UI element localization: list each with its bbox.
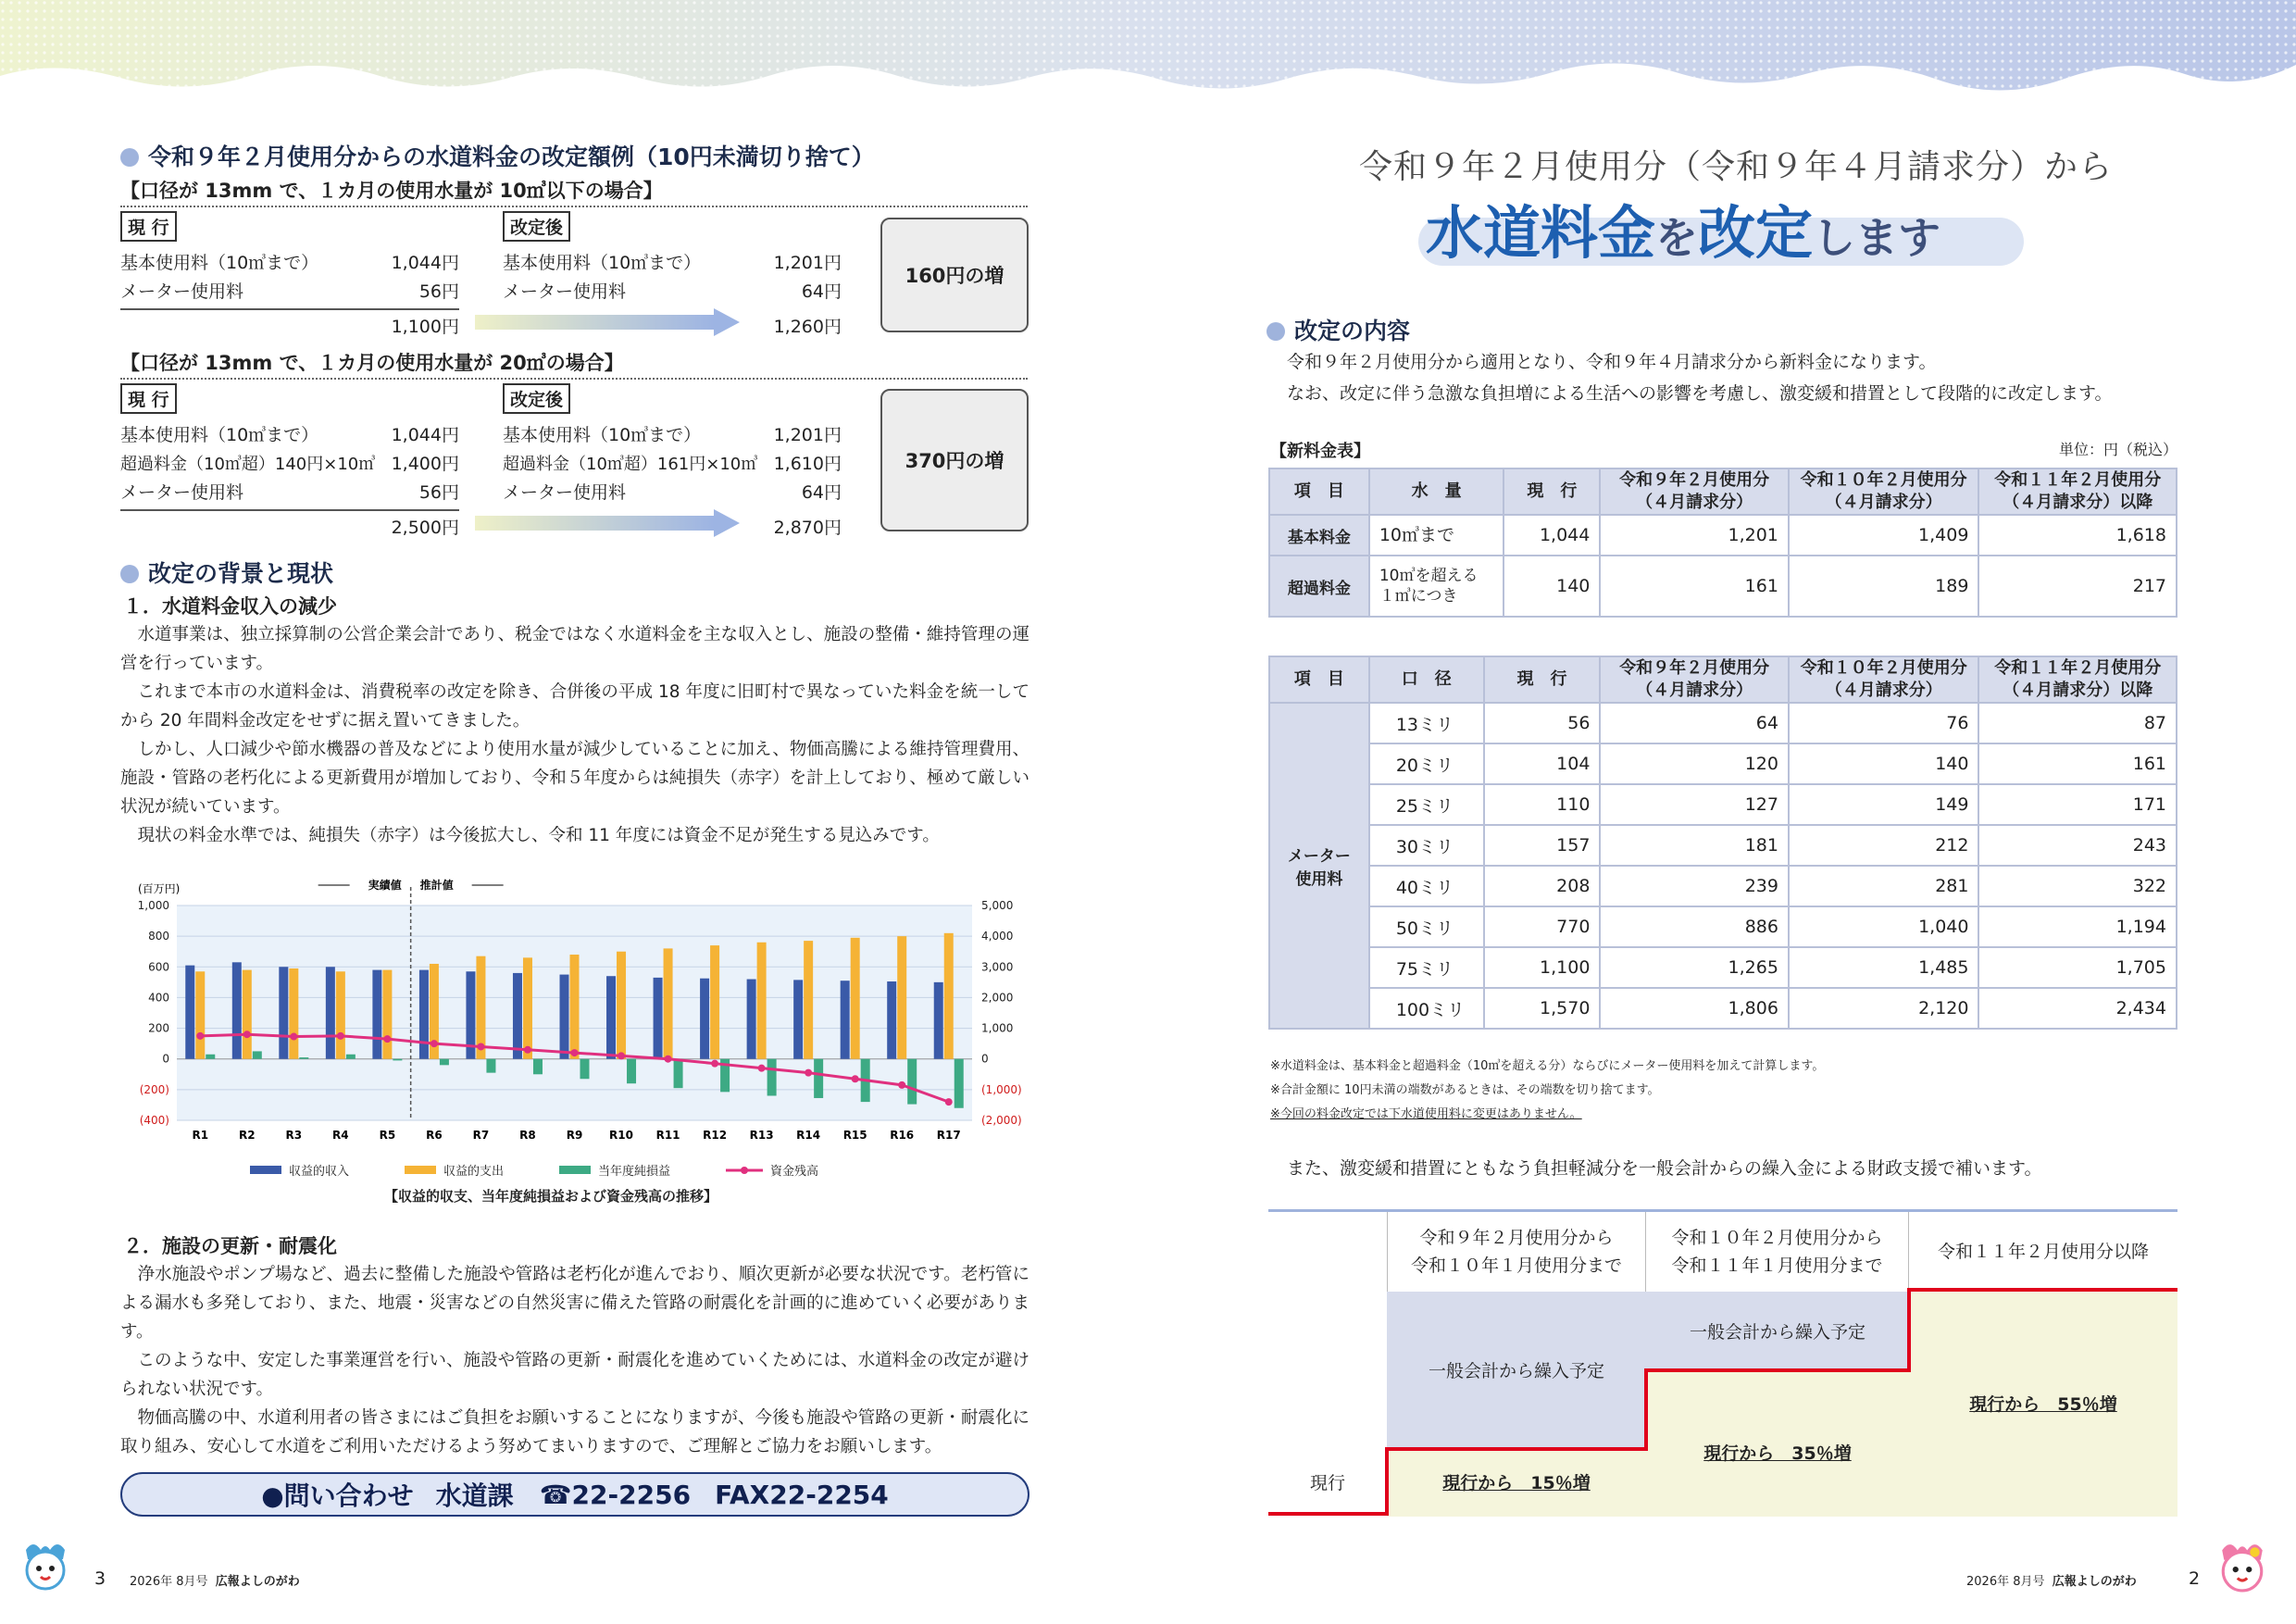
headline-emphasis: 改定 xyxy=(1698,199,1814,267)
phase-support: 一般会計から繰入予定 xyxy=(1387,1292,1646,1450)
bar xyxy=(419,970,429,1059)
table-cell: 208 xyxy=(1484,866,1601,906)
bar xyxy=(486,1059,495,1073)
line-point xyxy=(898,1081,905,1089)
actual-label: 実績値 xyxy=(368,879,402,892)
table-cell: 181 xyxy=(1600,825,1789,866)
table-cell: 149 xyxy=(1789,784,1979,825)
table-cell: 100ミリ xyxy=(1369,988,1484,1029)
mascot-icon xyxy=(20,1541,70,1591)
line-point xyxy=(711,1060,718,1068)
table-cell: 1,806 xyxy=(1600,988,1789,1029)
table-cell: 171 xyxy=(1978,784,2177,825)
bar xyxy=(336,971,345,1058)
table-cell: 64 xyxy=(1600,703,1789,743)
case1-current-block xyxy=(120,211,459,337)
legend-swatch-icon xyxy=(250,1166,281,1174)
table-cell: 10㎥まで xyxy=(1369,515,1504,556)
phase-period: 令和９年２月使用分から 令和１０年１月使用分まで xyxy=(1387,1212,1646,1292)
table-cell: 30ミリ xyxy=(1369,825,1484,866)
fee-row: メーター使用料 56円 xyxy=(120,281,459,302)
line-point xyxy=(852,1075,859,1082)
base-fee-table xyxy=(1268,468,2177,618)
bar xyxy=(440,1059,449,1066)
bar xyxy=(346,1055,356,1059)
arrow-right-icon xyxy=(714,308,740,336)
y-tick-label: 400 xyxy=(148,991,169,1005)
line-point xyxy=(290,1033,297,1041)
table-row xyxy=(1269,988,2177,1029)
fee-row: 基本使用料（10㎥まで） 1,201円 xyxy=(503,425,842,445)
bar xyxy=(382,970,392,1059)
table-header-cell: 水 量 xyxy=(1369,468,1504,515)
table-cell: 281 xyxy=(1789,866,1979,906)
bar xyxy=(570,955,580,1059)
table-row xyxy=(1269,906,2177,947)
table-cell: 56 xyxy=(1484,703,1601,743)
y2-tick-label: 0 xyxy=(981,1052,989,1066)
table-row xyxy=(1269,743,2177,784)
table-header-cell: 項 目 xyxy=(1269,656,1369,703)
bullet-dot-icon xyxy=(120,148,139,167)
bar xyxy=(851,938,860,1059)
bar xyxy=(393,1059,402,1061)
x-tick-label: R12 xyxy=(703,1129,728,1142)
table-cell: 157 xyxy=(1484,825,1601,866)
bar xyxy=(674,1059,683,1088)
bar xyxy=(654,978,663,1059)
y2-tick-label: 4,000 xyxy=(981,930,1014,943)
issue-label: 2026年 8月号 広報よしのがわ xyxy=(1966,1575,2137,1589)
paragraph: 浄水施設やポンプ場など、過去に整備した施設や管路は老朽化が進んでおり、順次更新が必要な状況です。老朽管による漏水も多発しており、また、地震・災害などの自然災害に備えた管路の耐震化を計画的に進めていく必要があります。 xyxy=(120,1265,1029,1342)
line-point xyxy=(524,1046,531,1054)
total-row: 1,260円 xyxy=(773,317,842,337)
arrow-bar-icon xyxy=(475,516,714,531)
phase-increase: 現行から 35％増 xyxy=(1646,1372,1909,1517)
y-tick-label: 600 xyxy=(148,960,169,974)
bar xyxy=(185,966,194,1059)
table-header-cell: 現 行 xyxy=(1504,468,1600,515)
bar xyxy=(513,973,522,1059)
bar xyxy=(253,1051,262,1058)
table-cell: 1,100 xyxy=(1484,947,1601,988)
legend-item: 資金残高 xyxy=(726,1161,818,1179)
x-tick-label: R17 xyxy=(936,1129,961,1142)
total-row: 1,100円 xyxy=(120,308,459,337)
step-line xyxy=(1268,1212,2177,1519)
line-point xyxy=(430,1040,438,1047)
headline-title-text xyxy=(1426,199,1941,267)
y2-tick-label: 1,000 xyxy=(981,1021,1014,1035)
table-cell: 127 xyxy=(1600,784,1789,825)
table-cell: 189 xyxy=(1789,556,1979,617)
y-tick-label: 200 xyxy=(148,1021,169,1035)
fee-row: 超過料金（10㎥超）161円×10㎥ 1,610円 xyxy=(503,454,842,474)
section-title-background: 改定の背景と現状 xyxy=(120,556,333,589)
table-cell: 75ミリ xyxy=(1369,947,1484,988)
section-title-content: 改定の内容 xyxy=(1267,313,1410,346)
background-paragraphs xyxy=(120,620,1029,850)
case2-revised-block xyxy=(503,383,842,538)
bar xyxy=(326,967,335,1058)
table-cell: 120 xyxy=(1600,743,1789,784)
bullet-dot-icon xyxy=(120,565,139,583)
table-cell: 1,618 xyxy=(1978,515,2177,556)
table-row xyxy=(1269,515,2177,556)
table-cell: 25ミリ xyxy=(1369,784,1484,825)
y-tick-label: (400) xyxy=(139,1114,169,1127)
table-cell: 1,194 xyxy=(1978,906,2177,947)
table-cell: 1,265 xyxy=(1600,947,1789,988)
legend-item: 収益的収入 xyxy=(250,1161,349,1179)
table-notes xyxy=(1270,1055,1824,1127)
total-row: 2,870円 xyxy=(773,518,842,538)
table-cell: 1,201 xyxy=(1600,515,1789,556)
current-label: 現行 xyxy=(1309,1473,1345,1493)
table-header-cell: 項 目 xyxy=(1269,468,1369,515)
y2-tick-label: (1,000) xyxy=(981,1082,1022,1096)
bar xyxy=(232,962,242,1058)
x-tick-label: R9 xyxy=(566,1129,583,1142)
table-header-cell: 令和１１年２月使用分 （４月請求分）以降 xyxy=(1978,656,2177,703)
x-tick-label: R6 xyxy=(426,1129,443,1142)
headline-title xyxy=(1426,187,1940,269)
line-point xyxy=(477,1043,484,1050)
y-tick-label: (200) xyxy=(139,1082,169,1096)
table-cell: 140 xyxy=(1789,743,1979,784)
paragraph: これまで本市の水道料金は、消費税率の改定を除き、合併後の平成 18 年度に旧町村で異なっていた料金を統一してから 20 年間料金改定をせずに据え置いてきました。 xyxy=(120,682,1029,731)
phase-period: 令和１１年２月使用分以降 xyxy=(1937,1242,2149,1262)
y2-tick-label: 2,000 xyxy=(981,991,1014,1005)
meter-fee-table xyxy=(1268,656,2177,1030)
increase-box: 370円の増 xyxy=(880,389,1029,531)
table-cell: 13ミリ xyxy=(1369,703,1484,743)
table-row xyxy=(1269,947,2177,988)
fee-row: 基本使用料（10㎥まで） 1,044円 xyxy=(120,253,459,273)
line-point xyxy=(337,1032,344,1040)
paragraph: 水道事業は、独立採算制の公営企業会計であり、税金ではなく水道料金を主な収入とし、施設の整備・維持管理の運営を行っています。 xyxy=(120,625,1029,673)
paragraph: このような中、安定した事業運営を行い、施設や管路の更新・耐震化を進めていくためには、水道料金の改定が避けられない状況です。 xyxy=(120,1351,1029,1399)
table-cell: 322 xyxy=(1978,866,2177,906)
x-tick-label: R13 xyxy=(749,1129,774,1142)
legend-swatch-icon xyxy=(559,1166,591,1174)
table-cell: 110 xyxy=(1484,784,1601,825)
revised-label: 改定後 xyxy=(503,383,570,414)
bar xyxy=(700,979,709,1059)
bar xyxy=(804,941,813,1059)
bar xyxy=(944,933,954,1059)
bar xyxy=(606,976,616,1058)
headline-text: を xyxy=(1655,213,1699,263)
page-number: 2 xyxy=(2189,1568,2201,1589)
bar xyxy=(617,952,626,1059)
line-point xyxy=(196,1032,204,1040)
bar xyxy=(523,957,532,1058)
table-cell: 140 xyxy=(1504,556,1600,617)
bar xyxy=(560,975,569,1059)
table-header-row xyxy=(1269,468,2177,515)
y2-tick-label: 5,000 xyxy=(981,899,1014,912)
table-header-cell: 令和１０年２月使用分 （４月請求分） xyxy=(1789,468,1979,515)
current-label: 現 行 xyxy=(120,211,177,242)
fax-number: FAX22-2254 xyxy=(715,1479,889,1510)
fee-row: 超過料金（10㎥超）140円×10㎥ 1,400円 xyxy=(120,454,459,474)
fee-row: 基本使用料（10㎥まで） 1,044円 xyxy=(120,425,459,445)
note: ※合計金額に 10円未満の端数があるときは、その端数を切り捨てます。 xyxy=(1270,1083,1660,1097)
phase-increase: 現行から 55％増 xyxy=(1909,1292,2177,1517)
table-header-cell: 令和９年２月使用分 （４月請求分） xyxy=(1600,656,1789,703)
table-row xyxy=(1269,825,2177,866)
bar xyxy=(793,980,803,1058)
table-cell: 1,570 xyxy=(1484,988,1601,1029)
row-item-label: メーター 使用料 xyxy=(1269,703,1369,1029)
bar xyxy=(664,948,673,1058)
bar xyxy=(757,943,767,1059)
x-tick-label: R8 xyxy=(519,1129,536,1142)
line-point xyxy=(243,1031,251,1038)
x-tick-label: R4 xyxy=(332,1129,349,1142)
table-cell: 770 xyxy=(1484,906,1601,947)
fee-row: メーター使用料 64円 xyxy=(503,281,842,302)
table-cell: 87 xyxy=(1978,703,2177,743)
x-tick-label: R5 xyxy=(379,1129,396,1142)
y-tick-label: 1,000 xyxy=(137,899,169,912)
headline-subtitle: 令和９年２月使用分（令和９年４月請求分）から xyxy=(1359,148,2114,186)
content-description: 令和９年２月使用分から適用となり、令和９年４月請求分から新料金になります。 なお、改定に伴う急激な負担増による生活への影響を考慮し、激変緩和措置として段階的に改定します。 xyxy=(1287,352,2113,404)
bar xyxy=(289,968,298,1059)
headline-text: します xyxy=(1813,213,1941,263)
line-point xyxy=(618,1052,625,1059)
table-cell: 1,044 xyxy=(1504,515,1600,556)
arrow-bar-icon xyxy=(475,315,714,330)
table-header-cell: 令和１０年２月使用分 （４月請求分） xyxy=(1789,656,1979,703)
x-tick-label: R3 xyxy=(285,1129,303,1142)
bar xyxy=(710,945,719,1059)
paragraph: 現状の料金水準では、純損失（赤字）は今後拡大し、令和 11 年度には資金不足が発生する見込みです。 xyxy=(137,826,940,845)
page-number: 3 xyxy=(94,1568,106,1589)
table-cell: 217 xyxy=(1978,556,2177,617)
x-tick-label: R15 xyxy=(842,1129,867,1142)
bar xyxy=(206,1055,215,1059)
bar xyxy=(299,1057,308,1059)
line-point xyxy=(758,1065,766,1072)
x-tick-label: R16 xyxy=(890,1129,915,1142)
table-cell: 20ミリ xyxy=(1369,743,1484,784)
x-tick-label: R11 xyxy=(655,1129,680,1142)
bar xyxy=(533,1059,543,1075)
bar xyxy=(887,981,896,1059)
y-tick-label: 800 xyxy=(148,930,169,943)
subheading-renewal: ２．施設の更新・耐震化 xyxy=(123,1235,337,1257)
table-cell: 212 xyxy=(1789,825,1979,866)
bar xyxy=(897,936,906,1059)
chart-legend xyxy=(250,1161,991,1179)
forecast-label: 推計値 xyxy=(419,879,454,892)
total-row: 2,500円 xyxy=(120,509,459,538)
note: ※水道料金は、基本料金と超過料金（10㎥を超える分）ならびにメーター使用料を加えて計算します。 xyxy=(1270,1059,1825,1073)
bar xyxy=(580,1059,590,1080)
line-point xyxy=(805,1069,812,1077)
phase-diagram xyxy=(1268,1209,2177,1517)
line-point xyxy=(571,1049,579,1056)
table-header-row xyxy=(1269,656,2177,703)
x-tick-label: R14 xyxy=(796,1129,821,1142)
table-cell: 239 xyxy=(1600,866,1789,906)
bar xyxy=(195,971,205,1058)
renewal-paragraphs xyxy=(120,1260,1029,1461)
issue-label: 2026年 8月号 広報よしのがわ xyxy=(130,1575,300,1589)
case1-heading: 【口径が 13mm で、１カ月の使用水量が 10㎥以下の場合】 xyxy=(120,176,1028,207)
legend-item: 収益的支出 xyxy=(405,1161,504,1179)
headline-emphasis: 水道料金 xyxy=(1426,199,1656,267)
table-row xyxy=(1269,784,2177,825)
legend-line-icon xyxy=(726,1165,763,1176)
table-row xyxy=(1269,866,2177,906)
table-cell: 1,040 xyxy=(1789,906,1979,947)
y2-tick-label: 3,000 xyxy=(981,960,1014,974)
mascot-icon xyxy=(2216,1541,2268,1593)
bar xyxy=(841,981,850,1059)
table-row xyxy=(1269,703,2177,743)
x-tick-label: R1 xyxy=(192,1129,209,1142)
table-cell: 886 xyxy=(1600,906,1789,947)
subheading-revenue-decline: １．水道料金収入の減少 xyxy=(123,595,337,618)
current-label: 現 行 xyxy=(120,383,177,414)
fee-row: メーター使用料 64円 xyxy=(503,482,842,503)
bar xyxy=(934,982,943,1059)
table-header-cell: 令和１１年２月使用分 （４月請求分）以降 xyxy=(1978,468,2177,515)
y-tick-label: 0 xyxy=(162,1052,169,1066)
table-cell: 161 xyxy=(1600,556,1789,617)
y-axis-unit: (百万円) xyxy=(138,882,181,895)
table-cell: 1,409 xyxy=(1789,515,1979,556)
table-cell: 50ミリ xyxy=(1369,906,1484,947)
table-cell: 2,120 xyxy=(1789,988,1979,1029)
bar xyxy=(747,980,756,1059)
table-cell: 104 xyxy=(1484,743,1601,784)
section-title-revision-examples: 令和９年２月使用分からの水道料金の改定額例（10円未満切り捨て） xyxy=(120,139,875,172)
x-tick-label: R2 xyxy=(238,1129,256,1142)
row-item-label: 超過料金 xyxy=(1269,556,1369,617)
bar xyxy=(955,1059,964,1108)
bar xyxy=(907,1059,917,1105)
table-cell: 1,485 xyxy=(1789,947,1979,988)
fee-row: 基本使用料（10㎥まで） 1,201円 xyxy=(503,253,842,273)
x-tick-label: R7 xyxy=(472,1129,490,1142)
revised-label: 改定後 xyxy=(503,211,570,242)
table-cell: 161 xyxy=(1978,743,2177,784)
table-title: 【新料金表】 xyxy=(1270,442,1370,461)
bar xyxy=(767,1059,777,1096)
table-header-cell: 現 行 xyxy=(1484,656,1601,703)
note: ※今回の料金改定では下水道使用料に変更はありません。 xyxy=(1270,1107,1582,1121)
legend-item: 当年度純損益 xyxy=(559,1161,670,1179)
phase-period: 令和１０年２月使用分から 令和１１年１月使用分まで xyxy=(1646,1212,1909,1292)
case2-current-block xyxy=(120,383,459,538)
bar xyxy=(814,1059,823,1098)
paragraph: 物価高騰の中、水道利用者の皆さまにはご負担をお願いすることになりますが、今後も施設や管路の更新・耐震化に取り組み、安心して水道をご利用いただけるよう努めてまいりますので、ご理解とご協力をお願いします。 xyxy=(120,1408,1029,1456)
bar xyxy=(372,970,381,1059)
legend-swatch-icon xyxy=(405,1166,436,1174)
increase-box: 160円の増 xyxy=(880,218,1029,332)
fee-row: メーター使用料 56円 xyxy=(120,482,459,503)
chart-title: 【収益的収支、当年度純損益および資金残高の推移】 xyxy=(384,1188,718,1205)
bar xyxy=(243,970,252,1059)
table-row xyxy=(1269,556,2177,617)
contact-banner: ●問い合わせ 水道課 ☎22-2256 FAX22-2254 xyxy=(120,1472,1029,1517)
table-header-cell: 令和９年２月使用分 （４月請求分） xyxy=(1600,468,1789,515)
arrow-right-icon xyxy=(714,509,740,537)
phase-support: 一般会計から繰入予定 xyxy=(1646,1292,1909,1372)
table-unit: 単位：円（税込） xyxy=(2058,441,2177,458)
line-point xyxy=(665,1056,672,1063)
table-cell: 76 xyxy=(1789,703,1979,743)
line-point xyxy=(383,1035,391,1043)
table-cell: 1,705 xyxy=(1978,947,2177,988)
bar xyxy=(627,1059,636,1084)
bullet-dot-icon xyxy=(1267,322,1285,341)
table-cell: 10㎥を超える １㎥につき xyxy=(1369,556,1504,617)
mitigation-text: また、激変緩和措置にともなう負担軽減分を一般会計からの繰入金による財政支援で補います。 xyxy=(1287,1158,2042,1179)
decorative-top-band xyxy=(0,0,2296,139)
y2-tick-label: (2,000) xyxy=(981,1114,1022,1127)
table-cell: 2,434 xyxy=(1978,988,2177,1029)
paragraph: しかし、人口減少や節水機器の普及などにより使用水量が減少していることに加え、物価高騰による維持管理費用、施設・管路の老朽化による更新費用が増加しており、令和５年度からは純損失（赤字）を計上しており、極めて厳しい状況が続いています。 xyxy=(120,740,1029,817)
line-point xyxy=(945,1098,953,1106)
table-cell: 40ミリ xyxy=(1369,866,1484,906)
phase-increase: 現行から 15％増 xyxy=(1387,1450,1646,1517)
x-tick-label: R10 xyxy=(609,1129,634,1142)
bar xyxy=(279,967,288,1058)
table-cell: 243 xyxy=(1978,825,2177,866)
phone-number: ☎22-2256 xyxy=(539,1479,692,1510)
table-header-cell: 口 径 xyxy=(1369,656,1484,703)
case2-heading: 【口径が 13mm で、１カ月の使用水量が 20㎥の場合】 xyxy=(120,348,1028,380)
row-item-label: 基本料金 xyxy=(1269,515,1369,556)
